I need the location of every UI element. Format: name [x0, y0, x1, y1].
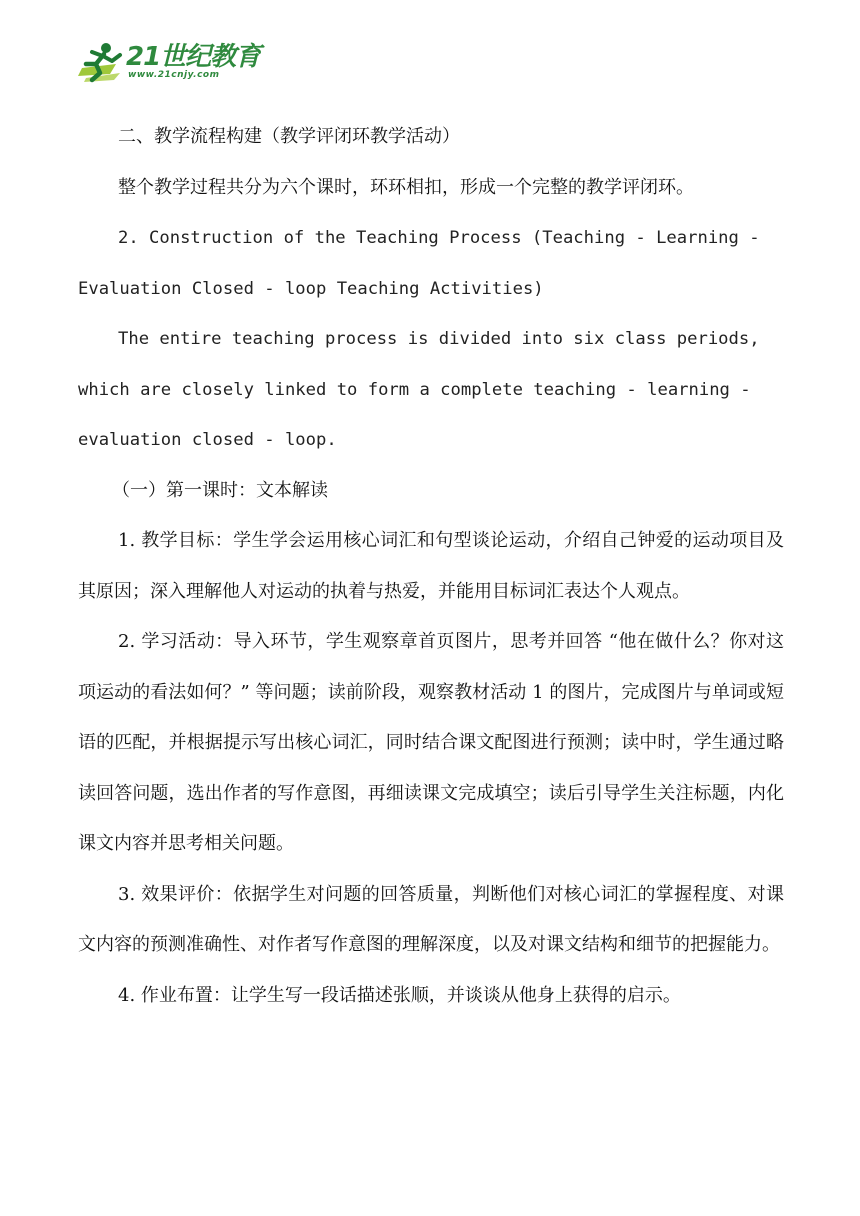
english-heading: 2. Construction of the Teaching Process (Teaching - Learning - Evaluation Closed - loop Teaching Activities) [78, 228, 760, 299]
logo-name: 21世纪教育 [126, 42, 261, 72]
section-heading: 二、教学流程构建（教学评闭环教学活动） [118, 126, 460, 147]
subsection-heading: （一）第一课时：文本解读 [112, 479, 328, 501]
logo-url: www.21cnjy.com [128, 70, 220, 80]
paragraph: 整个教学过程共分为六个课时，环环相扣，形成一个完整的教学评闭环。 [118, 176, 694, 198]
english-paragraph: The entire teaching process is divided into six class periods, which are closely linked to form a complete teaching - learning - evaluation closed - loop. [78, 329, 760, 450]
list-item: 2. 学习活动：导入环节，学生观察章首页图片，思考并回答 “他在做什么？你对这项运动的看法如何？” 等问题；读前阶段，观察教材活动 1 的图片，完成图片与单词或短语的匹配，并根据提示写出核心词汇，同时结合课文配图进行预测；读中时，学生通过略读回答问题，选出作者的写作意图，再细读课文完成填空；读后引导学生关注标题，内化课文内容并思考相关问题。 [78, 631, 784, 854]
running-figure-icon [76, 40, 132, 84]
list-item: 1. 教学目标：学生学会运用核心词汇和句型谈论运动，介绍自己钟爱的运动项目及其原因；深入理解他人对运动的执着与热爱，并能用目标词汇表达个人观点。 [78, 530, 784, 602]
list-item: 4. 作业布置：让学生写一段话描述张顺，并谈谈从他身上获得的启示。 [118, 984, 681, 1006]
logo [76, 40, 261, 84]
document-body [78, 112, 784, 1021]
list-item: 3. 效果评价：依据学生对问题的回答质量，判断他们对核心词汇的掌握程度、对课文内容的预测准确性、对作者写作意图的理解深度，以及对课文结构和细节的把握能力。 [78, 883, 784, 955]
